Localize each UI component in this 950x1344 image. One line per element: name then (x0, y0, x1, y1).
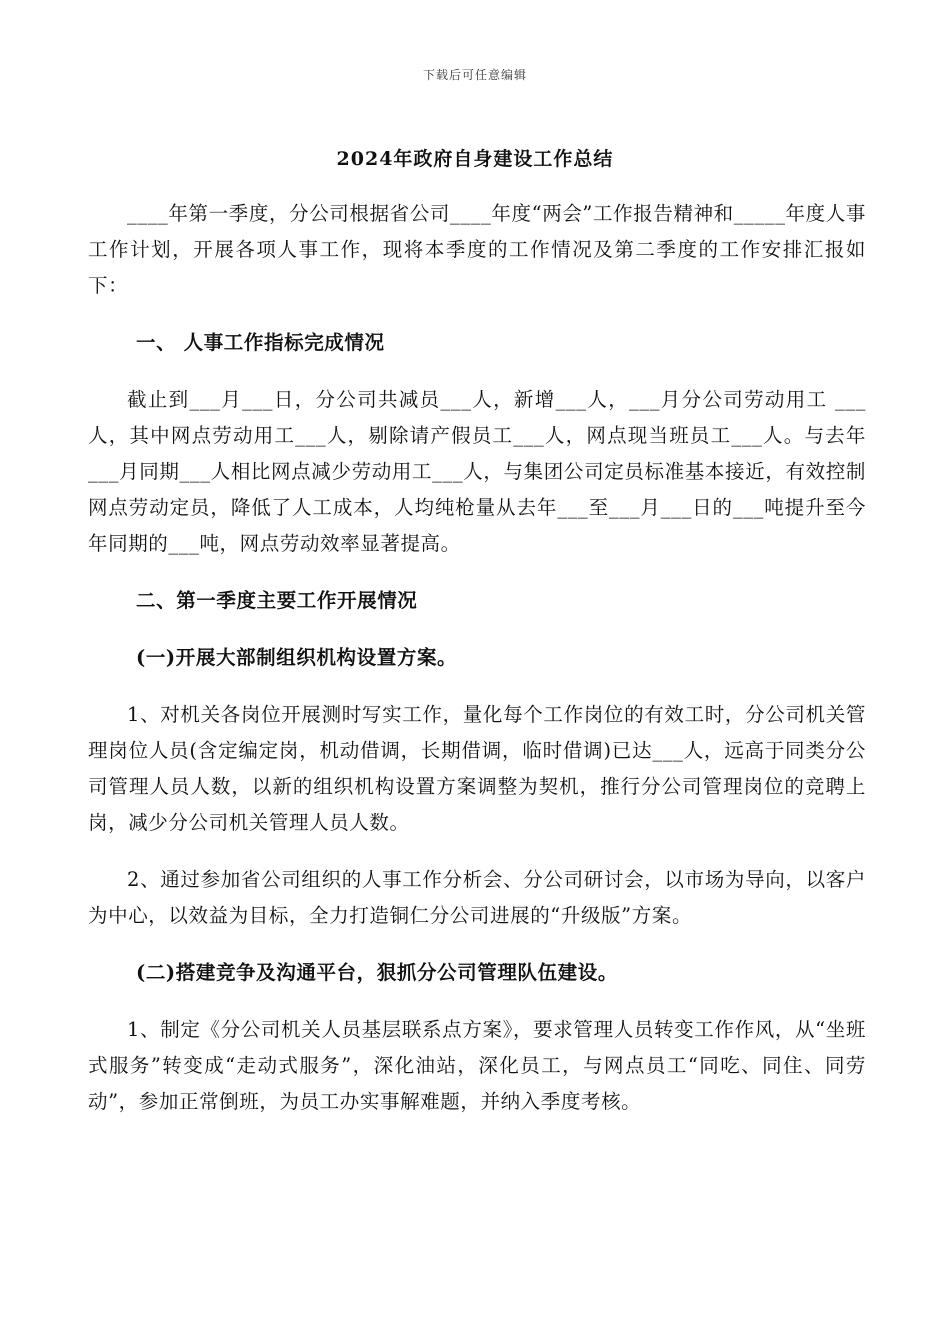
subsection-2-item-1: 1、制定《分公司机关人员基层联系点方案》，要求管理人员转变工作作风，从“坐班式服务”转变成“走动式服务”，深化油站，深化员工，与网点员工“同吃、同住、同劳动”，参加正常倒班，为员工办实事解难题，并纳入季度考核。 (88, 1018, 866, 1113)
section-1-paragraph: 截止到___月___日，分公司共减员___人，新增___人，___月分公司劳动用工 ___人，其中网点劳动用工___人，剔除请产假员工___人，网点现当班员工___人。与去年___月同期___人相比网点减少劳动用工___人，与集团公司定员标准基本接近，有效控制网点劳动定员，降低了人工成本，人均纯枪量从去年___至___月___日的___吨提升至今年同期的___吨，网点劳动效率显著提高。 (88, 388, 866, 555)
subsection-1-item-2: 2、通过参加省公司组织的人事工作分析会、分公司研讨会，以市场为导向，以客户为中心，以效益为目标，全力打造铜仁分公司进展的“升级版”方案。 (88, 868, 866, 927)
page-header: 下载后可任意编辑 (422, 68, 527, 82)
subsection-1-item-1: 1、对机关各岗位开展测时写实工作，量化每个工作岗位的有效工时，分公司机关管理岗位人员(含定编定岗，机动借调，长期借调，临时借调)已达___人，远高于同类分公司管理人员人数，以新的组织机构设置方案调整为契机，推行分公司管理岗位的竞聘上岗，减少分公司机关管理人员人数。 (88, 703, 866, 834)
section-heading-2: 二、第一季度主要工作开展情况 (136, 589, 418, 612)
document-title: 2024年政府自身建设工作总结 (336, 148, 614, 170)
document-body (88, 196, 866, 1141)
subsection-heading-2: (二)搭建竞争及沟通平台，狠抓分公司管理队伍建设。 (136, 961, 618, 984)
section-heading-1: 一、 人事工作指标完成情况 (136, 331, 385, 354)
subsection-heading-1: (一)开展大部制组织机构设置方案。 (136, 646, 458, 669)
intro-paragraph: ____年第一季度，分公司根据省公司____年度“两会”工作报告精神和_____年度人事工作计划，开展各项人事工作，现将本季度的工作情况及第二季度的工作安排汇报如下： (88, 202, 866, 297)
